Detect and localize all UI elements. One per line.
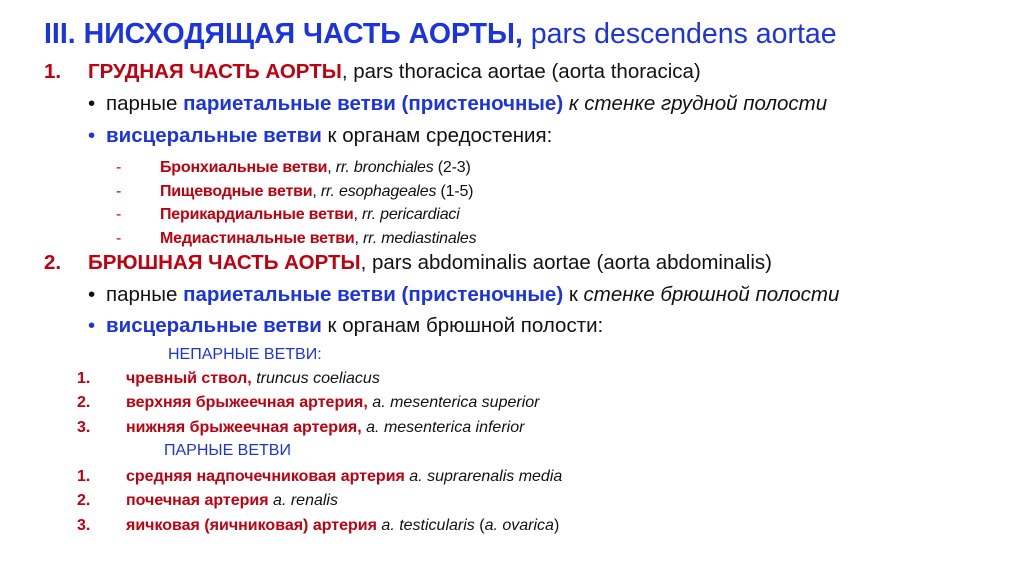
parietal-preposition: к [563,283,584,306]
dash-icon: - [116,183,122,200]
list-number: 1. [77,370,91,387]
branch-name: Бронхиальные ветви [160,159,328,176]
branch-item [160,184,473,200]
parietal-highlight: париетальные ветви (пристеночные) [183,283,564,306]
artery-latin: a. renalis [268,492,338,509]
list-number: 2. [77,492,91,509]
section-1-parietal [106,94,827,115]
paren-open: ( [474,517,485,534]
section-2-visceral [106,316,603,337]
branch-item [160,231,476,247]
list-number: 3. [77,419,91,436]
branch-name: Медиастинальные ветви [160,230,355,247]
section-1-heading: ГРУДНАЯ ЧАСТЬ АОРТЫ [88,60,342,83]
separator: , [327,159,336,176]
paren-close: ) [553,517,560,534]
branch-name: Перикардиальные ветви [160,206,354,223]
paired-item [126,493,338,509]
unpaired-item [126,371,380,387]
branch-latin: rr. pericardiaci [361,206,460,223]
separator: , [354,230,364,247]
parietal-suffix: стенке брюшной полости [583,283,840,306]
visceral-highlight: висцеральные ветви [106,124,322,147]
branch-latin: rr. bronchiales [335,159,434,176]
artery-latin: a. testicularis [376,517,475,534]
artery-name: почечная артерия [126,492,269,509]
list-number: 2. [77,394,91,411]
branch-count: (1-5) [436,183,474,200]
parietal-highlight: париетальные ветви (пристеночные) [183,92,564,115]
artery-latin-alt: a. ovarica [484,517,554,534]
branch-latin: rr. mediastinales [363,230,477,247]
parietal-prefix: парные [106,92,184,115]
parietal-prefix: парные [106,283,184,306]
dash-icon: - [116,230,122,247]
visceral-suffix: к органам брюшной полости: [321,314,604,337]
section-1-visceral [106,126,552,147]
section-2-heading-line [88,253,772,274]
dash-icon: - [116,159,122,176]
branch-name: Пищеводные ветви [160,183,313,200]
dash-icon: - [116,206,122,223]
unpaired-item [126,420,524,436]
separator: , [353,206,362,223]
slide-title [44,20,837,49]
visceral-suffix: к органам средостения: [321,124,553,147]
separator: , [312,183,321,200]
artery-latin: a. mesenterica inferior [361,419,525,436]
section-2-number: 2. [44,251,62,274]
section-1-latin: , pars thoracica aortae (aorta thoracica) [341,60,701,83]
branch-item [160,160,471,176]
unpaired-item [126,395,539,411]
artery-latin: a. suprarenalis media [404,468,563,485]
section-1-number: 1. [44,60,62,83]
title-roman: III. [44,18,76,50]
bullet-icon: • [88,124,96,147]
title-latin: pars descendens aortae [530,18,837,50]
branch-count: (2-3) [433,159,471,176]
title-heading: НИСХОДЯЩАЯ ЧАСТЬ АОРТЫ, [83,18,523,50]
list-number: 1. [77,468,91,485]
section-2-heading: БРЮШНАЯ ЧАСТЬ АОРТЫ [88,251,361,274]
bullet-icon: • [88,314,96,337]
list-number: 3. [77,517,91,534]
visceral-highlight: висцеральные ветви [106,314,322,337]
parietal-suffix: к стенке грудной полости [563,92,828,115]
artery-name: чревный ствол, [126,370,252,387]
artery-name: верхняя брыжеечная артерия, [126,394,368,411]
unpaired-label: НЕПАРНЫЕ ВЕТВИ: [168,346,322,363]
branch-latin: rr. esophageales [320,183,437,200]
artery-name: нижняя брыжеечная артерия, [126,419,362,436]
section-2-parietal [106,285,839,306]
section-1-heading-line [88,62,701,83]
bullet-icon: • [88,92,96,115]
branch-item [160,207,460,223]
section-2-latin: , pars abdominalis aortae (aorta abdominalis) [360,251,772,274]
bullet-icon: • [88,283,96,306]
artery-latin: truncus coeliacus [251,370,380,387]
paired-item [126,469,562,485]
paired-item [126,518,559,534]
artery-latin: a. mesenterica superior [367,394,540,411]
artery-name: средняя надпочечниковая артерия [126,468,405,485]
artery-name: яичковая (яичниковая) артерия [126,517,377,534]
paired-label: ПАРНЫЕ ВЕТВИ [164,442,291,459]
